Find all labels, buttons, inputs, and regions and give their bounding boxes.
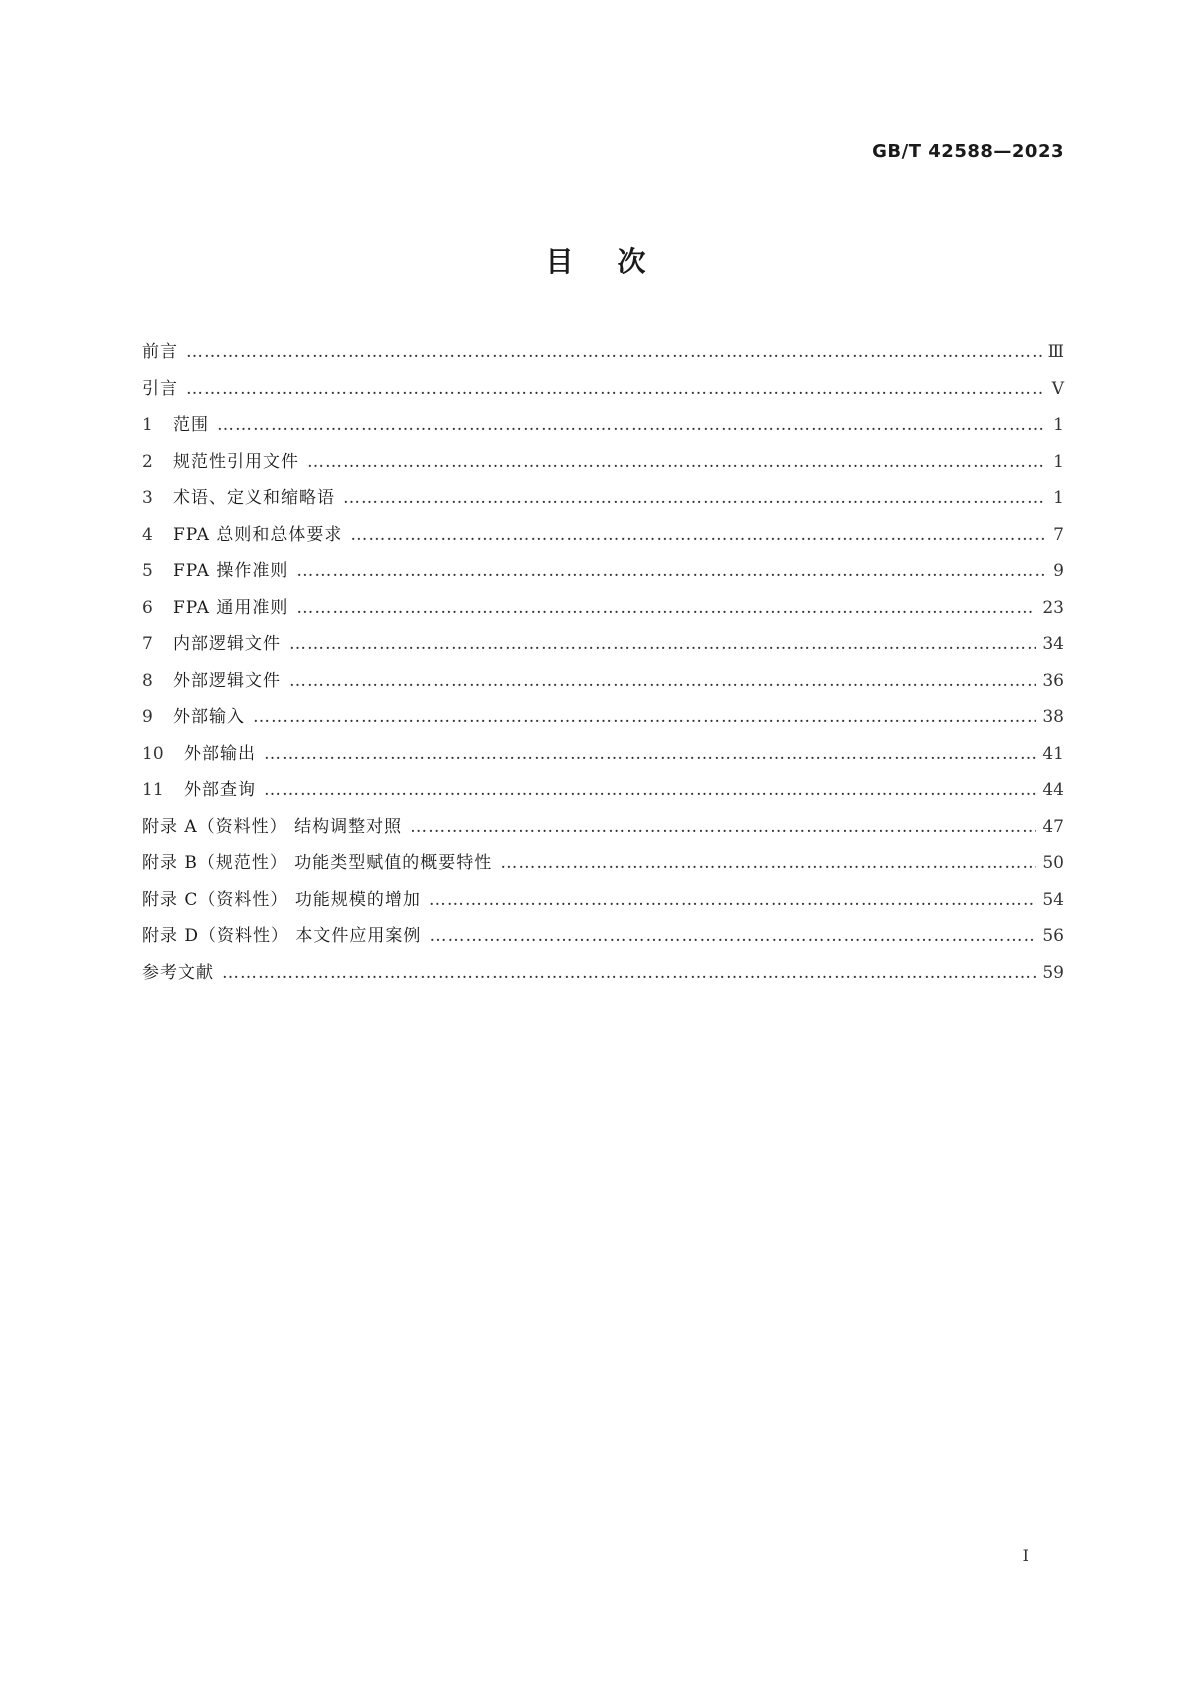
toc-entry-section-3[interactable] — [142, 486, 1064, 523]
toc-entry-label: 参考文献 — [142, 962, 214, 983]
toc-entry-label: FPA 总则和总体要求 — [173, 524, 343, 545]
toc-entry-number: 9 — [142, 707, 153, 727]
dot-leader — [289, 632, 1036, 656]
dot-leader — [264, 778, 1036, 802]
dot-leader — [296, 596, 1036, 620]
toc-entry-label: 规范性引用文件 — [173, 451, 299, 472]
dot-leader — [410, 815, 1036, 839]
toc-entry-foreword[interactable] — [142, 340, 1064, 377]
toc-entry-label: FPA 通用准则 — [173, 597, 289, 618]
toc-entry-section-6[interactable] — [142, 596, 1064, 633]
toc-entry-section-9[interactable] — [142, 705, 1064, 742]
dot-leader — [500, 851, 1036, 875]
toc-entry-number: 4 — [142, 524, 153, 545]
toc-entry-annex-a[interactable] — [142, 815, 1064, 852]
toc-entry-section-5[interactable] — [142, 559, 1064, 596]
toc-entry-label: 术语、定义和缩略语 — [173, 488, 335, 508]
dot-leader — [307, 450, 1044, 474]
toc-entry-page: Ⅲ — [1047, 342, 1064, 362]
toc-entry-number: 5 — [142, 561, 153, 581]
toc-entry-label: 外部输入 — [173, 707, 245, 727]
toc-entry-label: 附录 D（资料性） 本文件应用案例 — [142, 926, 422, 946]
toc-entry-annex-d[interactable] — [142, 924, 1064, 961]
toc-entry-page: 1 — [1053, 415, 1064, 435]
toc-entry-page: Ⅴ — [1051, 378, 1064, 399]
toc-title: 目次 — [545, 245, 690, 278]
dot-leader — [296, 559, 1044, 583]
page-number: Ⅰ — [1022, 1546, 1029, 1565]
toc-entry-section-7[interactable] — [142, 632, 1064, 669]
dot-leader — [186, 340, 1042, 364]
toc-entry-number: 1 — [142, 415, 153, 435]
toc-entry-label: 前言 — [142, 342, 178, 362]
toc-entry-annex-b[interactable] — [142, 851, 1064, 888]
dot-leader — [186, 377, 1044, 401]
toc-entry-label: 引言 — [142, 378, 178, 399]
toc-entry-section-1[interactable] — [142, 413, 1064, 450]
toc-entry-page: 47 — [1042, 816, 1064, 837]
toc-entry-label: 外部逻辑文件 — [173, 670, 281, 691]
toc-entry-page: 7 — [1053, 524, 1064, 545]
toc-entry-label: FPA 操作准则 — [173, 561, 289, 581]
toc-entry-label: 附录 B（规范性） 功能类型赋值的概要特性 — [142, 853, 493, 873]
toc-entry-section-2[interactable] — [142, 450, 1064, 487]
toc-entry-page: 54 — [1042, 889, 1064, 910]
toc-entry-label: 附录 A（资料性） 结构调整对照 — [142, 816, 403, 837]
toc-entry-label: 范围 — [173, 415, 209, 435]
dot-leader — [253, 705, 1036, 729]
toc-entry-number: 7 — [142, 634, 153, 654]
toc-entry-introduction[interactable] — [142, 377, 1064, 414]
toc-entry-number: 8 — [142, 670, 153, 691]
dot-leader — [289, 669, 1036, 693]
toc-entry-section-10[interactable] — [142, 742, 1064, 779]
toc-entry-page: 38 — [1042, 707, 1064, 727]
toc-entry-page: 44 — [1042, 780, 1064, 800]
toc-entry-page: 41 — [1042, 743, 1064, 764]
toc-entry-page: 1 — [1053, 488, 1064, 508]
toc-entry-section-4[interactable] — [142, 523, 1064, 560]
toc-entry-label: 内部逻辑文件 — [173, 634, 281, 654]
dot-leader — [264, 742, 1036, 766]
toc-entry-page: 50 — [1042, 853, 1064, 873]
toc-entry-page: 36 — [1042, 670, 1064, 691]
toc-entry-page: 56 — [1042, 926, 1064, 946]
dot-leader — [222, 961, 1036, 985]
toc-entry-bibliography[interactable] — [142, 961, 1064, 998]
toc-entry-label: 外部输出 — [184, 743, 256, 764]
dot-leader — [217, 413, 1044, 437]
toc-entry-page: 9 — [1053, 561, 1064, 581]
toc-entry-label: 外部查询 — [184, 780, 256, 800]
dot-leader — [350, 523, 1044, 547]
toc-entry-number: 3 — [142, 488, 153, 508]
toc-entry-annex-c[interactable] — [142, 888, 1064, 925]
toc-entry-number: 10 — [142, 743, 164, 764]
toc-list — [142, 340, 1064, 997]
dot-leader — [429, 888, 1037, 912]
toc-entry-label: 附录 C（资料性） 功能规模的增加 — [142, 889, 421, 910]
toc-entry-page: 34 — [1042, 634, 1064, 654]
standard-code: GB/T 42588—2023 — [872, 141, 1064, 162]
toc-entry-page: 23 — [1042, 597, 1064, 618]
toc-entry-number: 6 — [142, 597, 153, 618]
dot-leader — [343, 486, 1044, 510]
toc-entry-section-8[interactable] — [142, 669, 1064, 706]
toc-entry-page: 59 — [1042, 962, 1064, 983]
toc-entry-number: 11 — [142, 780, 164, 800]
toc-entry-page: 1 — [1053, 451, 1064, 472]
toc-entry-number: 2 — [142, 451, 153, 472]
dot-leader — [429, 924, 1036, 948]
toc-entry-section-11[interactable] — [142, 778, 1064, 815]
